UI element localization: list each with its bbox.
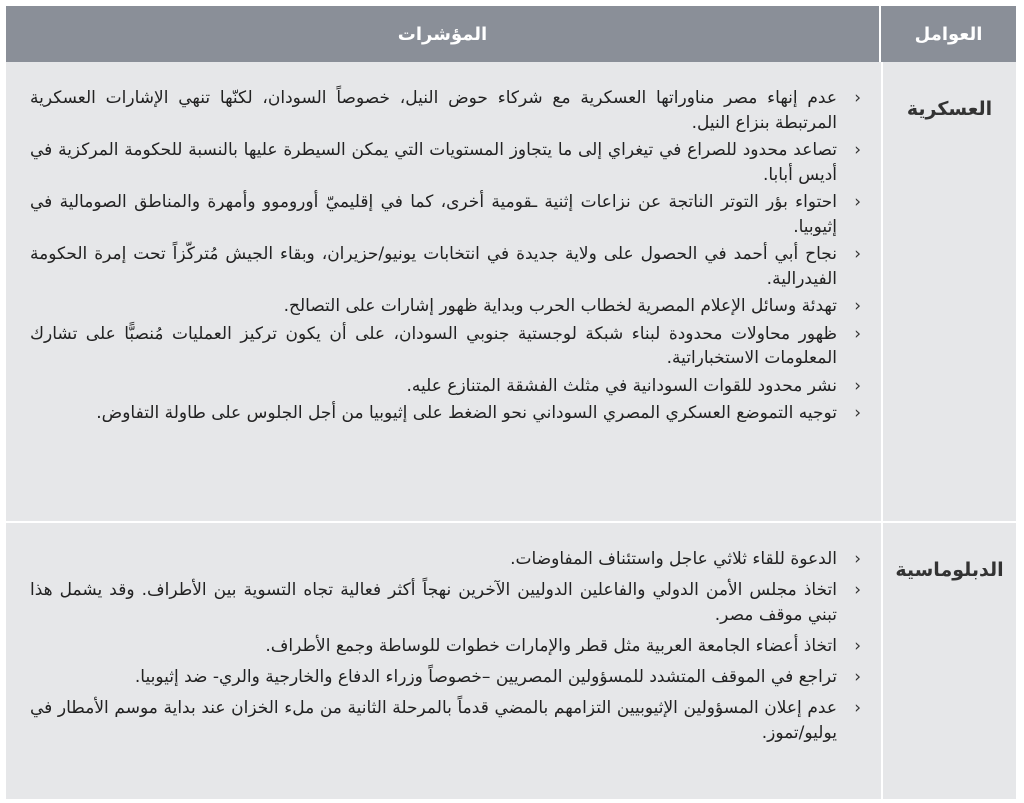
chevron-left-icon: ‹ [854,296,861,316]
table-row-diplomacy [6,523,1016,801]
list-item: ‹ اتخاذ أعضاء الجامعة العربية مثل قطر والإمارات خطوات للوساطة وجمع الأطراف. [30,634,863,659]
list-item: ‹ توجيه التموضع العسكري المصري السوداني نحو الضغط على إثيوبيا من أجل الجلوس على طاولة التفاوض. [30,401,863,426]
list-item: ‹ نشر محدود للقوات السودانية في مثلث الفشقة المتنازع عليه. [30,374,863,399]
row-label-diplomacy: الدبلوماسية [881,523,1016,799]
chevron-left-icon: ‹ [854,323,861,344]
chevron-left-icon: ‹ [854,375,861,396]
chevron-left-icon: ‹ [854,667,861,687]
header-indicators: المؤشرات [397,23,488,45]
list-item: ‹ عدم إنهاء مصر مناوراتها العسكرية مع شركاء حوض النيل، خصوصاً السودان، لكنّها تنهي الإشارات العسكرية المرتبطة بنزاع النيل. [30,88,861,133]
chevron-left-icon: ‹ [854,140,861,160]
row-content-military [6,62,881,521]
list-item: ‹ عدم إعلان المسؤولين الإثيوبيين التزامهم بالمضي قدماً بالمرحلة الثانية من ملء الخزان عند بداية موسم الأمطار في يوليو/تموز. [30,698,861,743]
indicators-table [6,6,1016,799]
table-row-military [6,62,1016,523]
list-item: ‹ ظهور محاولات محدودة لبناء شبكة لوجستية جنوبي السودان، على أن يكون تركيز العمليات مُنصبًّا على تشارك المعلومات الاستخباراتية. [30,323,861,368]
chevron-left-icon: ‹ [854,580,861,600]
indicator-list-military [30,86,863,426]
list-item: ‹ نجاح أبي أحمد في الحصول على ولاية جديدة في انتخابات يونيو/حزيران، وبقاء الجيش مُتركّزاً تحت إمرة الحكومة الفيدرالية. [30,244,861,289]
chevron-left-icon: ‹ [854,549,861,569]
row-content-diplomacy [6,523,881,799]
chevron-left-icon: ‹ [854,192,861,212]
chevron-left-icon: ‹ [854,88,861,108]
chevron-left-icon: ‹ [854,244,861,264]
row-label-military: العسكرية [881,62,1016,521]
list-item: ‹ اتخاذ مجلس الأمن الدولي والفاعلين الدوليين الآخرين نهجاً أكثر فعالية تجاه التسوية بين الأطراف. وقد يشمل هذا تبني موقف مصر. [30,580,861,625]
list-item: ‹ تراجع في الموقف المتشدد للمسؤولين المصريين –خصوصاً وزراء الدفاع والخارجية والري- ضد إثيوبيا. [30,665,863,690]
chevron-left-icon: ‹ [854,636,861,656]
list-item: ‹ تصاعد محدود للصراع في تيغراي إلى ما يتجاوز المستويات التي يمكن السيطرة عليها بالنسبة للحكومة المركزية في أديس أبابا. [30,140,861,185]
chevron-left-icon: ‹ [854,698,861,718]
header-factors: العوامل [879,6,1016,62]
indicator-list-diplomacy [30,547,863,746]
list-item: ‹ احتواء بؤر التوتر الناتجة عن نزاعات إثنية ـقومية أخرى، كما في إقليميّ أوروموو وأمهرة والمناطق الصومالية في إثيوبيا. [30,192,861,237]
list-item: ‹ تهدئة وسائل الإعلام المصرية لخطاب الحرب وبداية ظهور إشارات على التصالح. [30,294,863,319]
list-item: ‹ الدعوة للقاء ثلاثي عاجل واستئناف المفاوضات. [30,547,863,572]
chevron-left-icon: ‹ [854,403,861,423]
table-header [6,6,1016,62]
